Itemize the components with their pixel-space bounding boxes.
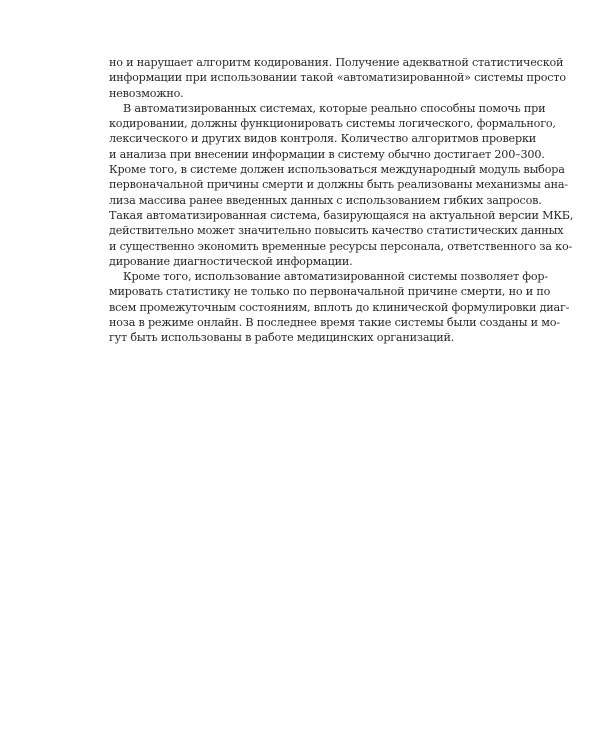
paragraph-line: Кроме того, использование автоматизированной системы позволяет фор- (123, 270, 548, 284)
body-text (109, 55, 574, 346)
paragraph-line: Кроме того, в системе должен использоваться международный модуль выбора (109, 163, 565, 177)
paragraph-line: мировать статистику не только по первоначальной причине смерти, но и по (109, 285, 551, 299)
paragraph-line: но и нарушает алгоритм кодирования. Получение адекватной статистической (109, 56, 564, 69)
paragraph-1 (109, 55, 566, 101)
paragraph-line: гут быть использованы в работе медицинских организаций. (109, 331, 455, 345)
paragraph-line: Такая автоматизированная система, базирующаяся на актуальной версии МКБ, (109, 208, 574, 222)
paragraph-line: лексического и других видов контроля. Количество алгоритмов проверки (109, 132, 536, 146)
paragraph-line: и существенно экономить временные ресурсы персонала, ответственного за ко- (109, 239, 573, 253)
paragraph-line: всем промежуточным состояниям, вплоть до клинической формулировки диаг- (109, 300, 570, 314)
paragraph-line: невозможно. (109, 86, 184, 100)
paragraph-line: первоначальной причины смерти и должны быть реализованы механизмы ана- (109, 178, 568, 192)
paragraph-line: и анализа при внесении информации в систему обычно достигает 200–300. (109, 147, 545, 161)
paragraph-line: ноза в режиме онлайн. В последнее время такие системы были созданы и мо- (109, 316, 560, 330)
paragraph-3 (109, 269, 570, 345)
paragraph-2 (109, 101, 574, 269)
paragraph-line: В автоматизированных системах, которые реально способны помочь при (123, 101, 546, 115)
paragraph-line: дирование диагностической информации. (109, 254, 353, 268)
paragraph-line: действительно может значительно повысить качество статистических данных (109, 224, 564, 238)
paragraph-line: лиза массива ранее введенных данных с использованием гибких запросов. (109, 193, 542, 207)
paragraph-line: информации при использовании такой «автоматизированной» системы просто (109, 71, 566, 85)
paragraph-line: кодировании, должны функционировать системы логического, формального, (109, 117, 556, 131)
